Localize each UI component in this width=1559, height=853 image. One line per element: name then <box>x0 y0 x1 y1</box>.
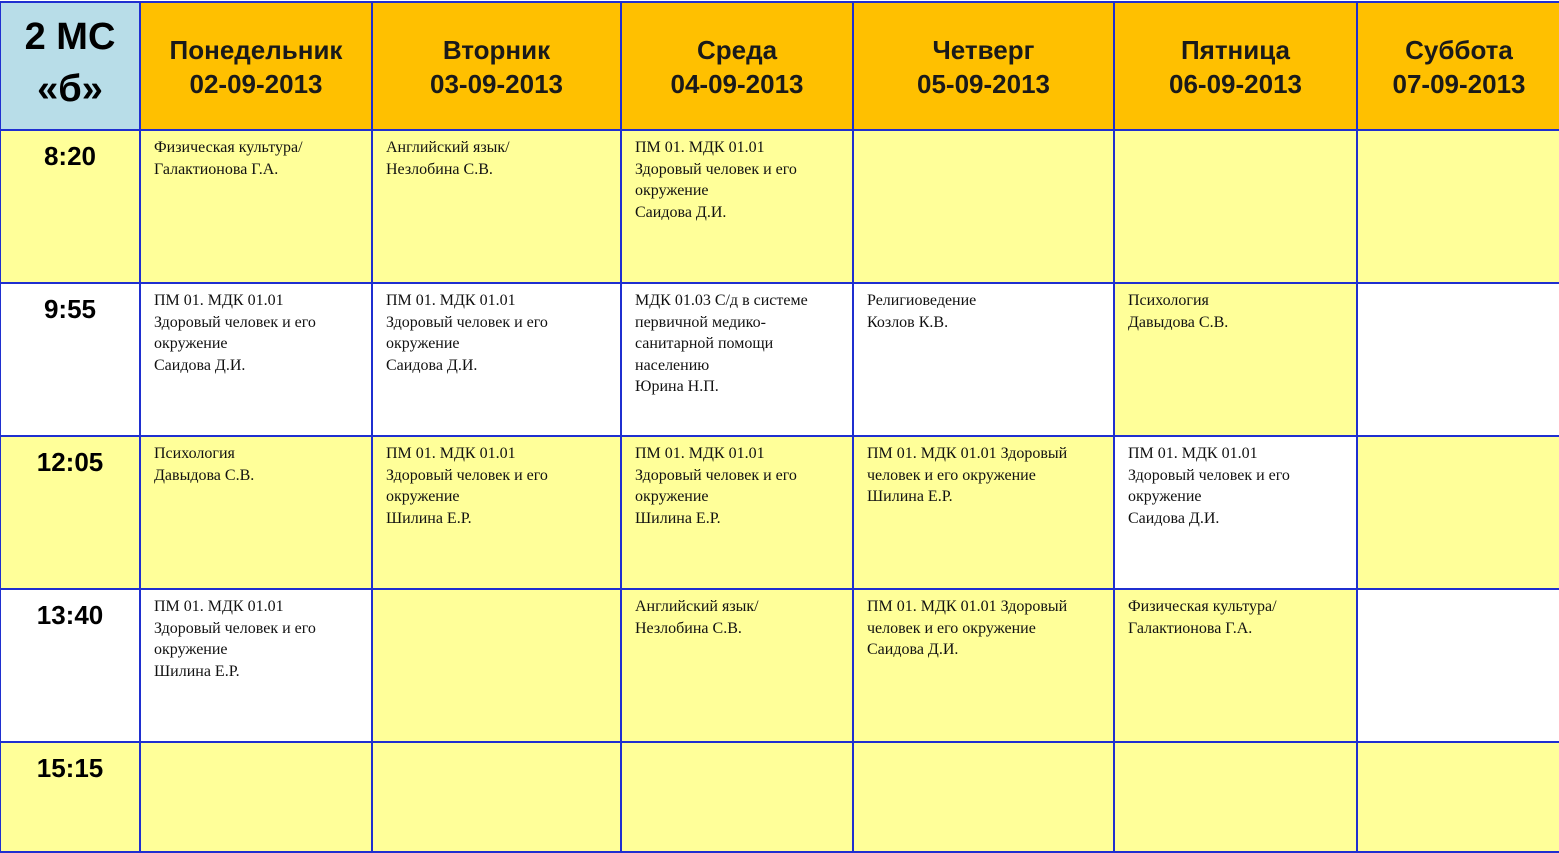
lesson-text <box>854 743 1113 749</box>
lesson-cell <box>1357 283 1559 436</box>
lesson-text <box>1115 743 1356 749</box>
lesson-cell <box>853 742 1114 852</box>
lesson-cell <box>1357 742 1559 852</box>
day-name: Суббота <box>1405 35 1513 65</box>
lesson-cell <box>140 130 372 283</box>
time-slot-row <box>0 589 1559 742</box>
lesson-cell <box>621 742 853 852</box>
day-header-friday <box>1114 2 1357 130</box>
lesson-cell <box>372 436 621 589</box>
lesson-text: ПМ 01. МДК 01.01 Здоровый человек и его окружение Шилина Е.Р. <box>867 445 1068 505</box>
time-slot-row <box>0 283 1559 436</box>
lesson-text: Английский язык/ Незлобина С.В. <box>386 139 510 178</box>
day-date: 04-09-2013 <box>670 69 804 99</box>
lesson-cell <box>853 436 1114 589</box>
schedule-body <box>0 130 1559 852</box>
time-cell <box>0 589 140 742</box>
day-date: 02-09-2013 <box>189 69 323 99</box>
day-name: Пятница <box>1180 35 1291 65</box>
time-cell <box>0 436 140 589</box>
day-header-monday <box>140 2 372 130</box>
time-label: 12:05 <box>36 447 104 477</box>
lesson-text <box>1358 131 1559 137</box>
lesson-text: ПМ 01. МДК 01.01 Здоровый человек и его окружение Шилина Е.Р. <box>154 598 316 680</box>
lesson-text: МДК 01.03 С/д в системе первичной медико- санитарной помощи населению Юрина Н.П. <box>635 292 808 395</box>
lesson-text <box>1115 131 1356 137</box>
lesson-text: ПМ 01. МДК 01.01 Здоровый человек и его окружение Саидова Д.И. <box>1128 445 1290 527</box>
day-name: Четверг <box>932 35 1035 65</box>
time-label: 15:15 <box>36 753 104 783</box>
lesson-text <box>1358 437 1559 443</box>
day-date: 07-09-2013 <box>1392 69 1526 99</box>
lesson-text: ПМ 01. МДК 01.01 Здоровый человек и его окружение Саидова Д.И. <box>154 292 316 374</box>
time-cell <box>0 742 140 852</box>
lesson-text: ПМ 01. МДК 01.01 Здоровый человек и его окружение Саидова Д.И. <box>386 292 548 374</box>
day-name: Среда <box>696 35 778 65</box>
lesson-text <box>1358 590 1559 596</box>
lesson-text <box>141 743 371 749</box>
lesson-cell <box>853 283 1114 436</box>
lesson-cell <box>621 130 853 283</box>
lesson-cell <box>853 130 1114 283</box>
lesson-text: ПМ 01. МДК 01.01 Здоровый человек и его окружение Саидова Д.И. <box>867 598 1068 658</box>
lesson-text: Физическая культура/ Галактионова Г.А. <box>1128 598 1277 637</box>
lesson-cell <box>372 742 621 852</box>
lesson-cell <box>1357 589 1559 742</box>
lesson-text <box>1358 284 1559 290</box>
lesson-cell <box>621 436 853 589</box>
lesson-cell <box>621 589 853 742</box>
day-header-wednesday <box>621 2 853 130</box>
time-label: 9:55 <box>43 294 97 324</box>
group-label: 2 МС «б» <box>24 16 116 110</box>
day-header-tuesday <box>372 2 621 130</box>
time-cell <box>0 130 140 283</box>
lesson-text <box>854 131 1113 137</box>
lesson-cell <box>1114 283 1357 436</box>
schedule-table <box>0 1 1559 853</box>
lesson-text: Английский язык/ Незлобина С.В. <box>635 598 759 637</box>
header-row <box>0 2 1559 130</box>
time-slot-row <box>0 436 1559 589</box>
lesson-cell <box>1114 130 1357 283</box>
lesson-cell <box>372 589 621 742</box>
lesson-cell <box>140 589 372 742</box>
day-header-saturday <box>1357 2 1559 130</box>
lesson-text <box>373 743 620 749</box>
lesson-text: ПМ 01. МДК 01.01 Здоровый человек и его окружение Шилина Е.Р. <box>635 445 797 527</box>
lesson-text <box>373 590 620 596</box>
lesson-cell <box>372 283 621 436</box>
lesson-cell <box>1357 130 1559 283</box>
lesson-text: Религиоведение Козлов К.В. <box>867 292 977 331</box>
lesson-text: ПМ 01. МДК 01.01 Здоровый человек и его окружение Саидова Д.И. <box>635 139 797 221</box>
lesson-cell <box>372 130 621 283</box>
time-label: 13:40 <box>36 600 104 630</box>
day-header-thursday <box>853 2 1114 130</box>
day-name: Вторник <box>442 35 551 65</box>
time-slot-row <box>0 742 1559 852</box>
lesson-text: Психология Давыдова С.В. <box>1128 292 1229 331</box>
time-label: 8:20 <box>43 141 97 171</box>
time-cell <box>0 283 140 436</box>
lesson-cell <box>853 589 1114 742</box>
lesson-cell <box>1114 742 1357 852</box>
day-date: 05-09-2013 <box>917 69 1050 99</box>
group-label-cell <box>0 2 140 130</box>
lesson-text <box>1358 743 1559 749</box>
lesson-cell <box>1114 436 1357 589</box>
lesson-cell <box>140 742 372 852</box>
day-date: 06-09-2013 <box>1169 69 1302 99</box>
lesson-cell <box>621 283 853 436</box>
time-slot-row <box>0 130 1559 283</box>
lesson-text: Психология Давыдова С.В. <box>154 445 255 484</box>
lesson-cell <box>140 436 372 589</box>
day-date: 03-09-2013 <box>430 69 563 99</box>
lesson-text: ПМ 01. МДК 01.01 Здоровый человек и его окружение Шилина Е.Р. <box>386 445 548 527</box>
lesson-cell <box>140 283 372 436</box>
lesson-text <box>622 743 852 749</box>
lesson-cell <box>1357 436 1559 589</box>
lesson-text: Физическая культура/ Галактионова Г.А. <box>154 139 303 178</box>
day-name: Понедельник <box>169 35 343 65</box>
lesson-cell <box>1114 589 1357 742</box>
